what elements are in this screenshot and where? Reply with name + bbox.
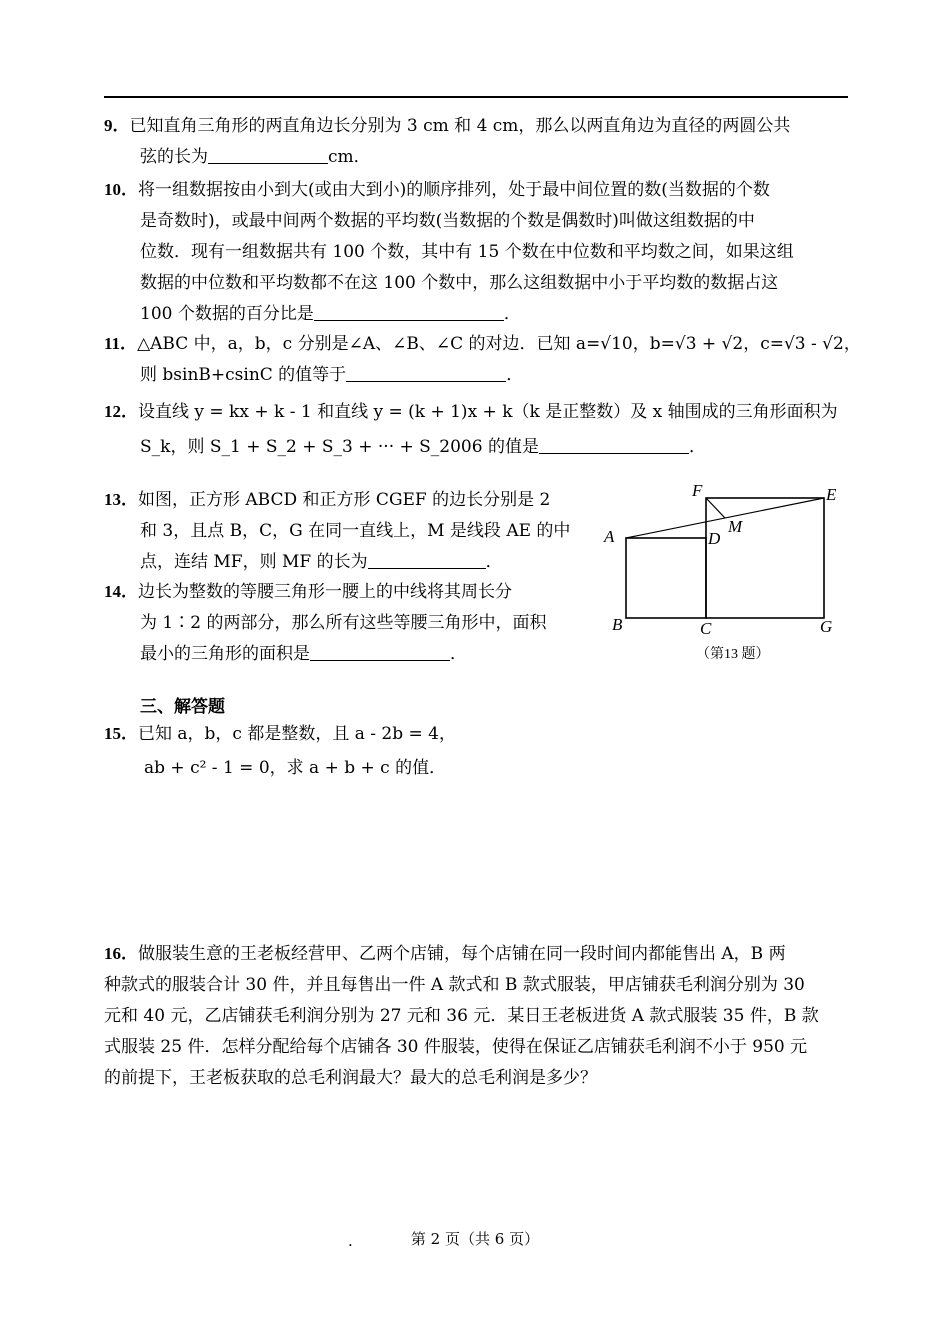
question-number: 9． [104,116,130,135]
question-number: 13． [104,490,138,509]
answer-blank[interactable] [368,548,486,569]
question-text: 边长为整数的等腰三角形一腰上的中线将其周长分 [138,582,512,602]
question-text: ab + c² - 1 = 0，求 a + b + c 的值． [144,758,447,778]
question-text: 最小的三角形的面积是 [140,644,310,664]
label-d: D [708,529,721,548]
label-e: E [826,485,837,504]
square-abcd [626,538,706,618]
question-text: cm． [328,147,371,167]
question-text: 是奇数时)，或最中间两个数据的平均数(当数据的个数是偶数时)叫做这组数据的中 [140,211,755,231]
question-text: 则 bsinB+csinC 的值等于 [140,365,347,385]
question-text: 做服装生意的王老板经营甲、乙两个店铺，每个店铺在同一段时间内都能售出 A，B 两 [138,944,786,964]
question-text: ． [688,437,706,457]
question-text: ． [503,304,521,324]
question-text: 将一组数据按由小到大(或由大到小)的顺序排列，处于最中间位置的数(当数据的个数 [138,180,770,200]
question-12 [104,396,848,466]
label-c: C [700,619,712,638]
label-b: B [612,615,623,634]
question-text: 为 1∶2 的两部分，那么所有这些等腰三角形中，面积 [140,613,547,633]
question-text: 如图，正方形 ABCD 和正方形 CGEF 的边长分别是 2 [138,490,551,510]
top-rule [104,96,848,98]
answer-blank[interactable] [314,300,504,321]
answer-blank[interactable] [346,361,506,382]
question-14 [104,576,584,670]
label-m: M [728,517,743,536]
question-text: 位数．现有一组数据共有 100 个数，其中有 15 个数在中位数和平均数之间，如果这组 [140,242,794,262]
question-text: 已知直角三角形的两直角边长分别为 3 cm 和 4 cm，那么以两直角边为直径的两圆公共 [129,116,791,136]
question-text: 式服装 25 件．怎样分配给每个店铺各 30 件服装，使得在保证乙店铺获毛利润不小于 950 元 [104,1037,808,1057]
question-number: 15． [104,724,138,743]
question-text: ． [506,365,524,385]
question-text: 点，连结 MF，则 MF 的长为 [140,552,368,572]
label-a: A [604,527,615,546]
section-heading: 三、解答题 [140,697,225,717]
question-text: 弦的长为 [140,147,208,167]
answer-blank[interactable] [208,143,328,164]
question-number: 16． [104,944,138,963]
question-text: 的前提下，王老板获取的总毛利润最大？最大的总毛利润是多少？ [104,1068,597,1088]
segment-mf [706,498,725,518]
footer-dot: . [348,1232,353,1250]
page-number: 第 2 页（共 6 页） [410,1230,540,1248]
figure-caption: （第13 题） [696,647,770,662]
question-text: 数据的中位数和平均数都不在这 100 个数中，那么这组数据中小于平均数的数据占这 [140,273,779,293]
question-10 [104,174,848,330]
question-text: 和 3，且点 B，C，G 在同一直线上，M 是线段 AE 的中 [140,521,571,541]
question-text: △ABC 中，a，b，c 分别是∠A、∠B、∠C 的对边．已知 a=√10，b=√3 + √2，c=√3 - √2， [137,334,861,354]
question-text: 设直线 y = kx + k - 1 和直线 y = (k + 1)x + k（k 是正整数）及 x 轴围成的三角形面积为 [138,402,838,422]
question-number: 14． [104,582,138,601]
geometry-figure [598,476,848,666]
question-text: 已知 a，b，c 都是整数，且 a - 2b = 4， [138,724,457,744]
question-text: S_k，则 S_1 + S_2 + S_3 + ··· + S_2006 的值是 [140,437,539,457]
label-f: F [692,481,703,500]
question-text: 元和 40 元，乙店铺获毛利润分别为 27 元和 36 元．某日王老板进货 A 款式服装 35 件，B 款 [104,1006,819,1026]
question-text: ． [485,552,503,572]
answer-blank[interactable] [310,640,450,661]
label-g: G [820,617,833,636]
question-number: 11． [104,334,138,353]
question-15 [104,718,848,786]
question-16 [104,938,848,1094]
question-13 [104,484,584,578]
question-11 [104,328,861,391]
question-text: ． [450,644,467,664]
question-text: 种款式的服装合计 30 件，并且每售出一件 A 款式和 B 款式服装，甲店铺获毛利润分别为 30 [104,975,805,995]
question-text: 100 个数据的百分比是 [140,304,314,324]
question-number: 12． [104,402,138,421]
question-number: 10． [104,180,138,199]
answer-blank[interactable] [539,433,689,454]
question-9 [104,110,848,173]
